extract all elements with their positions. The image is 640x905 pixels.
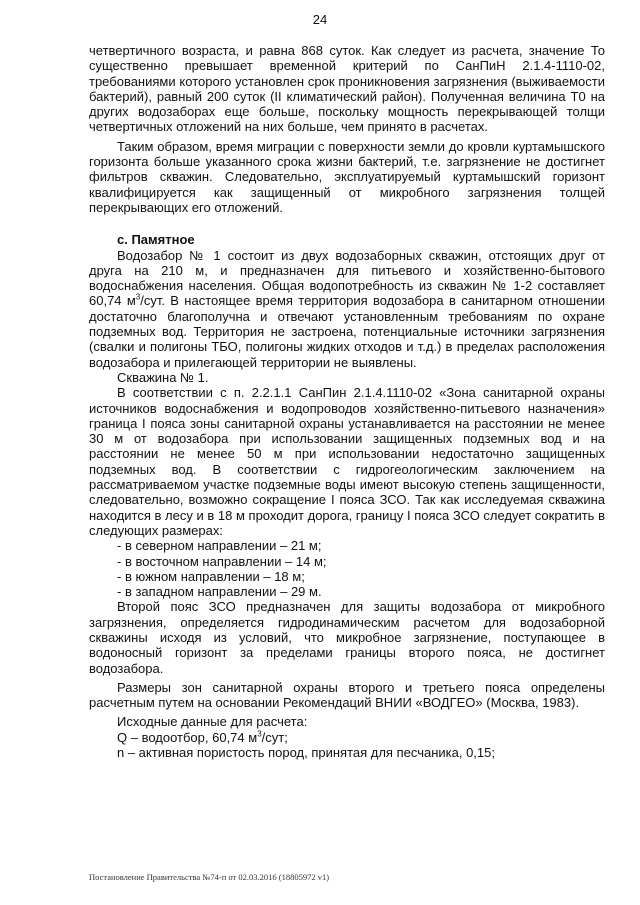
list-item: - в восточном направлении – 14 м; [117, 553, 327, 569]
p9-text-b: /сут; [261, 729, 288, 745]
p3-text-b: /сут. В настоящее время территория водозабора в санитарном отношении достаточно благополучна и отвечают установленным требованиям по охране подземных вод. Территория не застроена, потенциальные источники загрязнения (свалки и полигоны ТБО, полигоны жидких отходов и т.д.) в пределах расположения водозабора и прилегающей территории не выявлены. [89, 293, 605, 370]
page-number: 24 [312, 12, 328, 27]
paragraph-p2: Таким образом, время миграции с поверхности земли до кровли куртамышского горизонта больше указанного срока жизни бактерий, т.е. загрязнение не достигнет фильтров скважин. Следовательно, эксплуатируемый куртамышский горизонт квалифицируется как защищенный от микробного загрязнения толщей перекрывающих его отложений. [89, 138, 605, 215]
paragraph-p5: В соответствии с п. 2.2.1.1 СанПин 2.1.4.1110-02 «Зона санитарной охраны источников водоснабжения и водопроводов хозяйственно-питьевого назначения» граница I пояса зоны санитарной охраны устанавливается на расстоянии не менее 30 м от водозабора при использовании защищенных подземных вод и на расстоянии не менее 50 м при использовании недостаточно защищенных подземных вод. В соответствии с гидрогеологическим заключением на рассматриваемом участке подземные воды имеют высокую степень защищенности, следовательно, возможно сокращение I пояса ЗСО. Так как исследуемая скважина находится в лесу и в 18 м проходит дорога, границу I пояса ЗСО следует сократить в следующих размерах: [89, 385, 605, 538]
list-item: - в южном направлении – 18 м; [117, 568, 305, 584]
p9-text-a: Q – водоотбор, 60,74 м [117, 729, 258, 745]
section-heading: с. Памятное [117, 232, 195, 248]
document-footer: Постановление Правительства №74-п от 02.03.2016 (18805972 v1) [89, 872, 330, 882]
list-item: - в западном направлении – 29 м. [117, 584, 322, 600]
list-item: - в северном направлении – 21 м; [117, 538, 322, 554]
p3-text-a: Водозабор № 1 состоит из двух водозаборных скважин, отстоящих друг от друга на 210 м, и предназначен для питьевого и хозяйственно-бытового водоснабжения населения. Общая водопотребность из скважин № 1-2 составляет 60,74 м [89, 247, 605, 309]
p9-superscript: 3 [257, 729, 262, 739]
distance-list [89, 538, 605, 599]
paragraph-p1: четвертичного возраста, и равна 868 суток. Как следует из расчета, значение То существенно превышает временной критерий по СанПиН 2.1.4-1110-02, требованиями которого установлен срок проникновения загрязнения (выживаемости бактерий), равный 200 суток (II климатический район). Полученная величина Т0 на других водозаборах еще больше, поскольку мощность перекрывающей толщи четвертичных отложений на них больше, чем принято в расчетах. [89, 43, 605, 135]
paragraph-p6: Второй пояс ЗСО предназначен для защиты водозабора от микробного загрязнения, определяется гидродинамическим расчетом для водозаборной скважины исходя из условий, что микробное загрязнение, поступающее в водоносный горизонт за пределами границы второго пояса, не достигнет водозабора. [89, 599, 605, 676]
paragraph-p9 [89, 730, 605, 745]
document-body [89, 43, 605, 760]
p3-superscript: 3 [135, 293, 141, 303]
paragraph-p8: Исходные данные для расчета: [117, 714, 308, 730]
paragraph-p3 [89, 248, 605, 370]
paragraph-p10: n – активная пористость пород, принятая для песчаника, 0,15; [117, 745, 495, 761]
paragraph-p4: Скважина № 1. [117, 369, 209, 385]
paragraph-p7: Размеры зон санитарной охраны второго и третьего пояса определены расчетным путем на основании Рекомендаций ВНИИ «ВОДГЕО» (Москва, 1983). [89, 679, 605, 711]
